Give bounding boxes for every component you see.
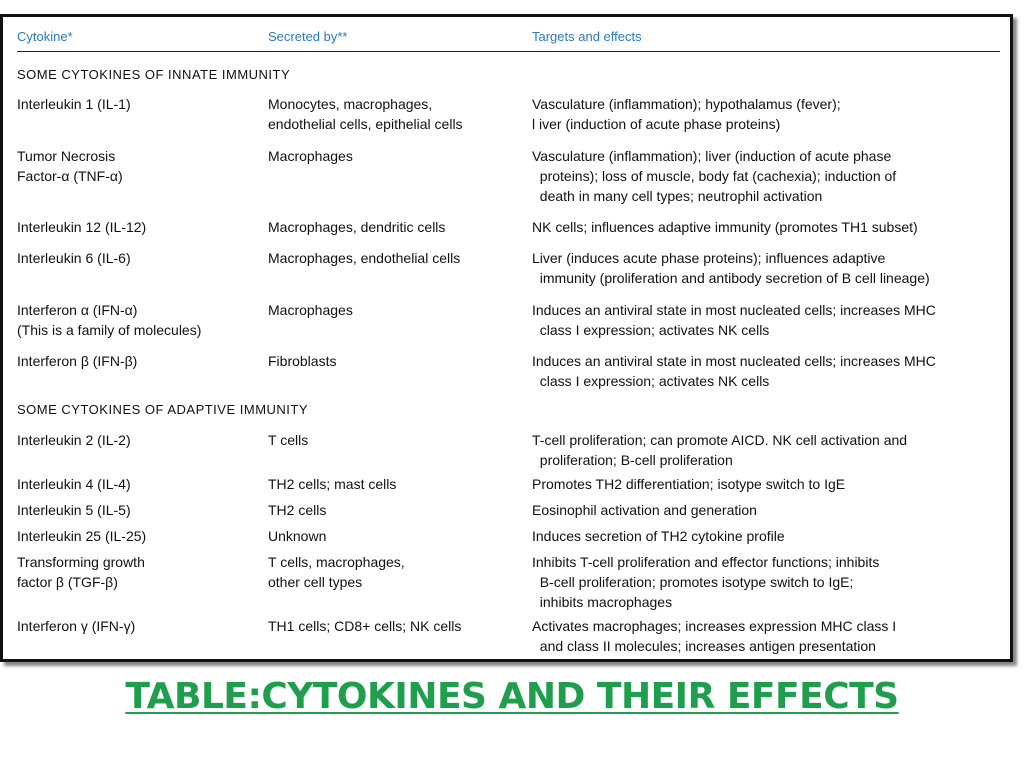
table-cell-effects: Inhibits T-cell proliferation and effector functions; inhibits B-cell proliferation; promotes isotype switch to IgE; inhibits macrophages — [532, 554, 880, 610]
table-cell-cytokine: Transforming growth factor β (TGF-β) — [17, 554, 145, 590]
table-cell-secreted: TH2 cells; mast cells — [268, 476, 397, 492]
table-cell-effects: Induces an antiviral state in most nucleated cells; increases MHC class I expression; activates NK cells — [532, 302, 936, 338]
table-cell-cytokine: Interleukin 5 (IL-5) — [17, 502, 131, 518]
col-header-targets-effects: Targets and effects — [532, 29, 642, 44]
table-cell-effects: Vasculature (inflammation); liver (induction of acute phase proteins); loss of muscle, body fat (cachexia); induction of death in many cell types; neutrophil activation — [532, 148, 897, 204]
table-cell-cytokine: Interleukin 12 (IL-12) — [17, 219, 147, 235]
table-cell-secreted: Macrophages — [268, 148, 353, 164]
col-header-secreted-by: Secreted by** — [268, 29, 348, 44]
table-cell-secreted: T cells, macrophages, other cell types — [268, 554, 405, 590]
table-cell-effects: Induces secretion of TH2 cytokine profile — [532, 528, 785, 544]
table-cell-cytokine: Interleukin 1 (IL-1) — [17, 96, 131, 112]
table-cell-cytokine: Interferon β (IFN-β) — [17, 353, 138, 369]
table-cell-secreted: Monocytes, macrophages, endothelial cells, epithelial cells — [268, 96, 463, 132]
table-cell-effects: NK cells; influences adaptive immunity (promotes TH1 subset) — [532, 219, 918, 235]
table-cell-secreted: T cells — [268, 432, 309, 448]
table-cell-effects: Activates macrophages; increases expression MHC class I and class II molecules; increases antigen presentation — [532, 618, 897, 654]
page-title: TABLE:CYTOKINES AND THEIR EFFECTS — [125, 676, 899, 717]
col-header-cytokine: Cytokine* — [17, 29, 73, 44]
table-cell-cytokine: Interleukin 25 (IL-25) — [17, 528, 147, 544]
cytokine-table — [0, 14, 1013, 662]
table-cell-cytokine: Interleukin 2 (IL-2) — [17, 432, 131, 448]
table-cell-cytokine: Interleukin 4 (IL-4) — [17, 476, 131, 492]
table-cell-secreted: Macrophages, dendritic cells — [268, 219, 446, 235]
header-rule — [17, 51, 1000, 52]
table-cell-secreted: Fibroblasts — [268, 353, 337, 369]
table-cell-secreted: TH1 cells; CD8+ cells; NK cells — [268, 618, 462, 634]
table-cell-cytokine: Interferon γ (IFN-γ) — [17, 618, 136, 634]
table-cell-cytokine: Tumor Necrosis Factor-α (TNF-α) — [17, 148, 123, 184]
section-innate-immunity: SOME CYTOKINES OF INNATE IMMUNITY — [17, 67, 291, 82]
table-cell-effects: Eosinophil activation and generation — [532, 502, 757, 518]
table-cell-effects: Induces an antiviral state in most nucleated cells; increases MHC class I expression; activates NK cells — [532, 353, 936, 389]
table-cell-secreted: Macrophages — [268, 302, 353, 318]
table-cell-effects: Promotes TH2 differentiation; isotype switch to IgE — [532, 476, 846, 492]
table-cell-effects: Liver (induces acute phase proteins); influences adaptive immunity (proliferation and antibody secretion of B cell lineage) — [532, 250, 930, 286]
table-cell-secreted: TH2 cells — [268, 502, 327, 518]
table-cell-secreted: Macrophages, endothelial cells — [268, 250, 461, 266]
table-cell-effects: T-cell proliferation; can promote AICD. NK cell activation and proliferation; B-cell proliferation — [532, 432, 908, 468]
table-cell-cytokine: Interferon α (IFN-α) (This is a family of molecules) — [17, 302, 202, 338]
section-adaptive-immunity: SOME CYTOKINES OF ADAPTIVE IMMUNITY — [17, 402, 309, 417]
table-cell-secreted: Unknown — [268, 528, 327, 544]
table-cell-cytokine: Interleukin 6 (IL-6) — [17, 250, 131, 266]
table-cell-effects: Vasculature (inflammation); hypothalamus (fever); l iver (induction of acute phase proteins) — [532, 96, 841, 132]
